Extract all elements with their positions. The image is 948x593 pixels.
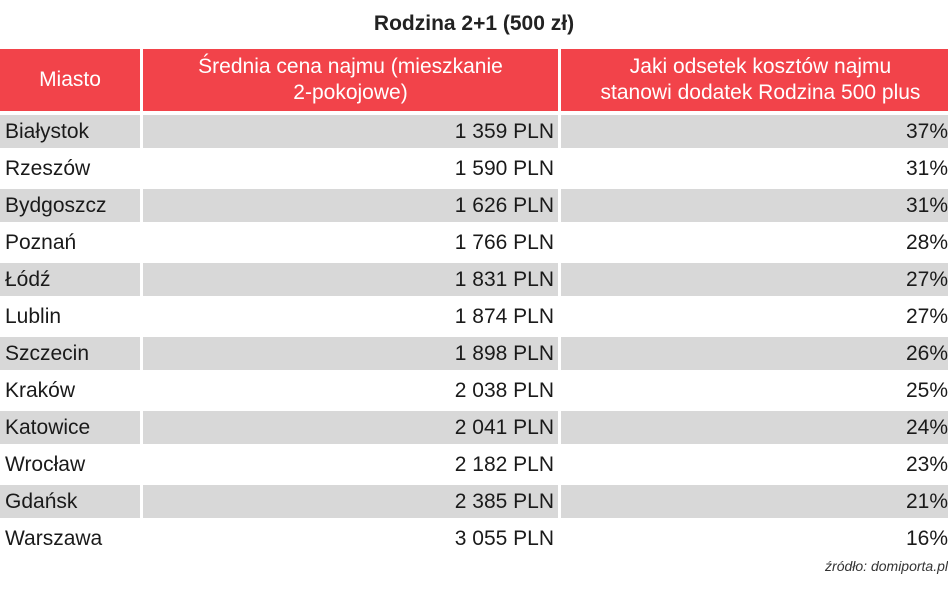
share-cell: 28% [561, 226, 948, 259]
price-cell: 2 182 PLN [143, 448, 558, 481]
source-note: źródło: domiporta.pl [825, 558, 948, 574]
price-cell: 2 041 PLN [143, 411, 558, 444]
share-cell: 27% [561, 263, 948, 296]
table-row [0, 522, 948, 555]
share-cell: 21% [561, 485, 948, 518]
header-row [0, 49, 948, 111]
share-cell: 25% [561, 374, 948, 407]
price-cell: 1 831 PLN [143, 263, 558, 296]
city-cell: Wrocław [0, 448, 140, 481]
table-row [0, 337, 948, 370]
city-cell: Poznań [0, 226, 140, 259]
table-row [0, 115, 948, 148]
city-cell: Gdańsk [0, 485, 140, 518]
share-cell: 16% [561, 522, 948, 555]
price-cell: 1 874 PLN [143, 300, 558, 333]
header-share-line2: stanowi dodatek Rodzina 500 plus [600, 81, 921, 104]
table-row [0, 374, 948, 407]
header-city-label: Miasto [39, 68, 101, 91]
city-cell: Lublin [0, 300, 140, 333]
header-city [0, 49, 140, 111]
city-cell: Bydgoszcz [0, 189, 140, 222]
city-cell: Białystok [0, 115, 140, 148]
city-cell: Katowice [0, 411, 140, 444]
header-price [143, 49, 558, 111]
share-cell: 23% [561, 448, 948, 481]
table-title: Rodzina 2+1 (500 zł) [373, 12, 575, 35]
table-row [0, 189, 948, 222]
table-row [0, 226, 948, 259]
price-cell: 2 038 PLN [143, 374, 558, 407]
table-row [0, 485, 948, 518]
city-cell: Warszawa [0, 522, 140, 555]
header-price-line2: 2-pokojowe) [293, 81, 408, 104]
share-cell: 26% [561, 337, 948, 370]
table-row [0, 448, 948, 481]
price-cell: 1 898 PLN [143, 337, 558, 370]
city-cell: Rzeszów [0, 152, 140, 185]
header-share [561, 49, 948, 111]
price-cell: 3 055 PLN [143, 522, 558, 555]
share-cell: 31% [561, 152, 948, 185]
city-cell: Kraków [0, 374, 140, 407]
table-row [0, 263, 948, 296]
rent-table [0, 45, 948, 559]
table-row [0, 152, 948, 185]
share-cell: 37% [561, 115, 948, 148]
price-cell: 1 626 PLN [143, 189, 558, 222]
header-share-line1: Jaki odsetek kosztów najmu [629, 55, 892, 78]
table-row [0, 300, 948, 333]
city-cell: Szczecin [0, 337, 140, 370]
price-cell: 2 385 PLN [143, 485, 558, 518]
share-cell: 31% [561, 189, 948, 222]
share-cell: 24% [561, 411, 948, 444]
price-cell: 1 766 PLN [143, 226, 558, 259]
table-row [0, 411, 948, 444]
price-cell: 1 590 PLN [143, 152, 558, 185]
header-price-line1: Średnia cena najmu (mieszkanie [198, 55, 503, 78]
city-cell: Łódź [0, 263, 140, 296]
share-cell: 27% [561, 300, 948, 333]
price-cell: 1 359 PLN [143, 115, 558, 148]
